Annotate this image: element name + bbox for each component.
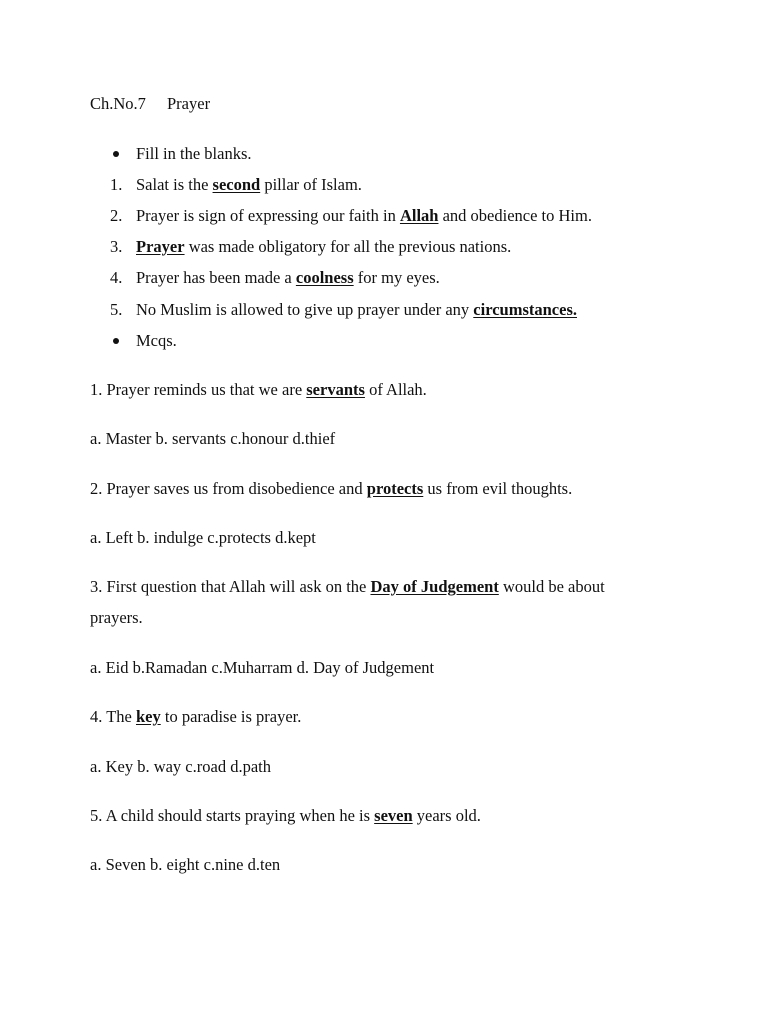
mcq-question: [90, 806, 668, 826]
mcq-answer: servants: [306, 380, 365, 399]
question-text: 2. Prayer saves us from disobedience and: [90, 479, 367, 498]
chapter-number: Ch.No.7: [90, 94, 146, 113]
blank-answer: coolness: [295, 268, 354, 287]
blank-answer: second: [212, 175, 261, 194]
question-text: 1. Prayer reminds us that we are: [90, 380, 307, 399]
list-item: [136, 268, 440, 288]
bullet-icon: [113, 151, 119, 157]
mcq-options: a. Seven b. eight c.nine d.ten: [90, 855, 281, 874]
item-text: Salat is the: [136, 175, 213, 194]
item-text: No Muslim is allowed to give up prayer under any: [136, 300, 474, 319]
mcq-question: [90, 479, 668, 499]
list-item: [136, 300, 577, 320]
list-item-number: 2.: [110, 206, 123, 225]
item-text: for my eyes.: [353, 268, 440, 287]
item-text: Prayer has been made a: [136, 268, 296, 287]
mcq-options: a. Eid b.Ramadan c.Muharram d. Day of Judgement: [90, 658, 435, 677]
list-item: [136, 237, 511, 257]
list-item-number: 3.: [110, 237, 123, 256]
bullet-icon: [113, 338, 119, 344]
blank-answer: Prayer: [136, 237, 185, 256]
mcq-question-continuation: prayers.: [90, 608, 143, 627]
mcq-options: a. Key b. way c.road d.path: [90, 757, 271, 776]
question-text: would be about: [498, 577, 605, 596]
question-text: years old.: [412, 806, 481, 825]
question-text: 5. A child should starts praying when he is: [90, 806, 375, 825]
question-text: of Allah.: [364, 380, 427, 399]
mcq-options: a. Left b. indulge c.protects d.kept: [90, 528, 316, 547]
question-text: 3. First question that Allah will ask on the: [90, 577, 371, 596]
list-item: [136, 206, 592, 226]
fill-blanks-label: Fill in the blanks.: [136, 144, 252, 163]
list-item: [136, 175, 362, 195]
item-text: was made obligatory for all the previous nations.: [184, 237, 512, 256]
chapter-title: Prayer: [167, 94, 211, 113]
chapter-heading: [90, 94, 668, 114]
item-text: and obedience to Him.: [438, 206, 592, 225]
list-item-number: 5.: [110, 300, 123, 319]
mcq-question: [90, 577, 668, 597]
item-text: pillar of Islam.: [260, 175, 362, 194]
mcq-answer: Day of Judgement: [370, 577, 499, 596]
mcq-question: [90, 380, 668, 400]
mcq-answer: key: [135, 707, 161, 726]
question-text: 4. The: [90, 707, 136, 726]
list-item-number: 4.: [110, 268, 123, 287]
blank-answer: Allah: [399, 206, 439, 225]
question-text: to paradise is prayer.: [160, 707, 302, 726]
question-text: us from evil thoughts.: [423, 479, 573, 498]
mcq-answer: seven: [374, 806, 413, 825]
item-text: Prayer is sign of expressing our faith in: [136, 206, 400, 225]
blank-answer: circumstances.: [473, 300, 577, 319]
mcqs-label: Mcqs.: [136, 331, 177, 350]
mcq-question: [90, 707, 668, 727]
mcq-options: a. Master b. servants c.honour d.thief: [90, 429, 336, 448]
mcq-answer: protects: [366, 479, 424, 498]
list-item-number: 1.: [110, 175, 123, 194]
